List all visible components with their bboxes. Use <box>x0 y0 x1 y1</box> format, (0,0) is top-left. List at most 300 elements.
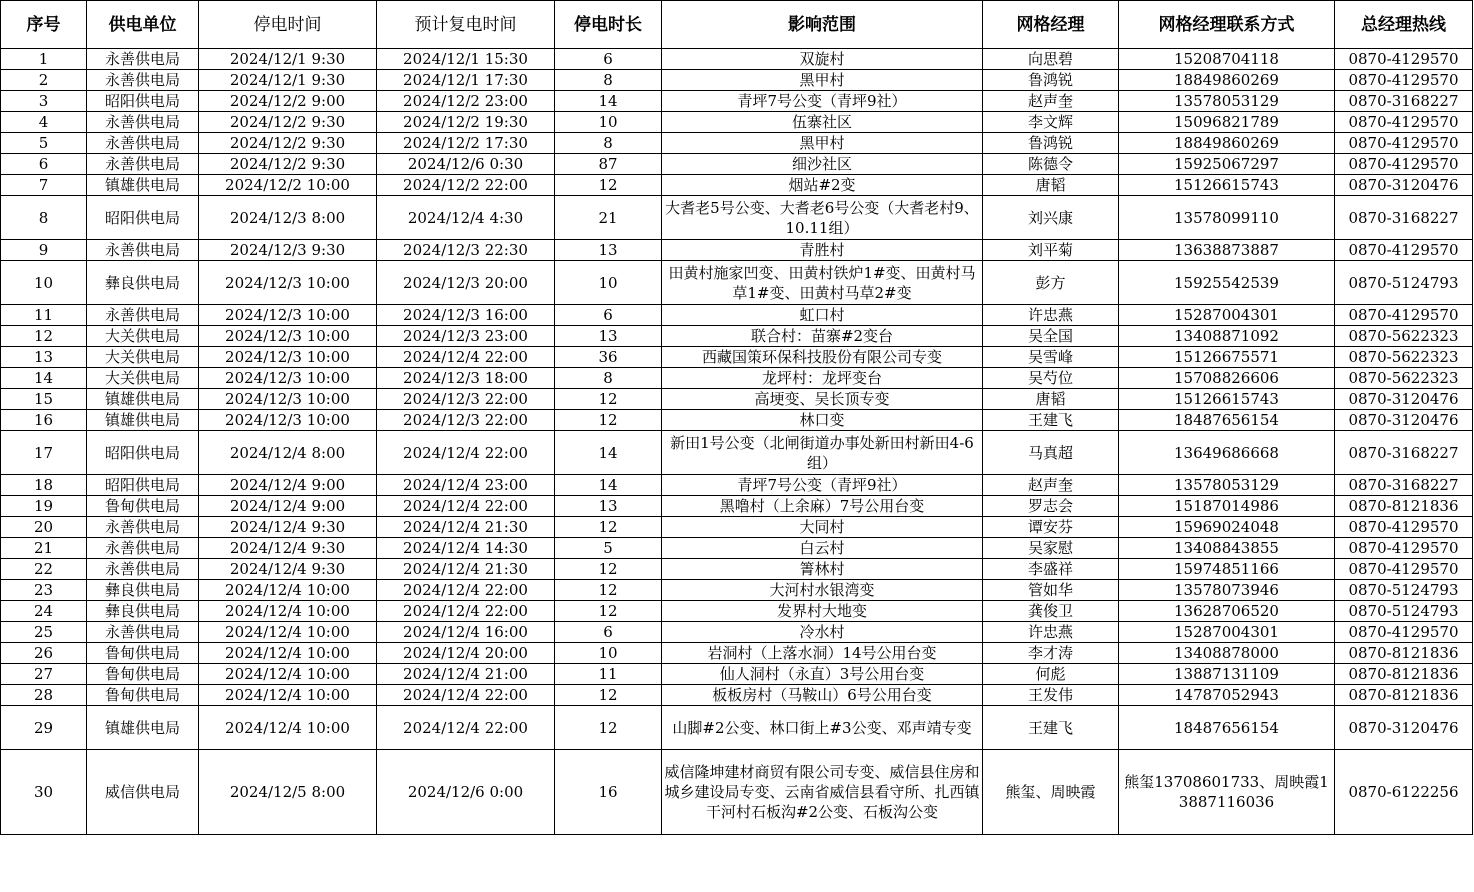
cell-restore-time: 2024/12/3 22:30 <box>377 240 555 261</box>
cell-manager-contact: 13578053129 <box>1119 91 1335 112</box>
cell-manager: 王发伟 <box>983 685 1119 706</box>
cell-manager-contact: 15708826606 <box>1119 368 1335 389</box>
cell-duration: 87 <box>555 154 662 175</box>
cell-hotline: 0870-4129570 <box>1335 240 1473 261</box>
cell-outage-time: 2024/12/2 10:00 <box>199 175 377 196</box>
cell-duration: 36 <box>555 347 662 368</box>
cell-manager-contact: 13578099110 <box>1119 196 1335 240</box>
cell-supplier: 鲁甸供电局 <box>87 664 199 685</box>
cell-restore-time: 2024/12/4 22:00 <box>377 431 555 475</box>
cell-hotline: 0870-5622323 <box>1335 326 1473 347</box>
cell-duration: 6 <box>555 49 662 70</box>
cell-index: 8 <box>1 196 87 240</box>
cell-manager: 鲁鸿锐 <box>983 133 1119 154</box>
table-row <box>1 368 1473 389</box>
cell-duration: 12 <box>555 410 662 431</box>
cell-manager: 许忠燕 <box>983 305 1119 326</box>
cell-index: 30 <box>1 750 87 835</box>
cell-manager: 吴雪峰 <box>983 347 1119 368</box>
cell-duration: 12 <box>555 389 662 410</box>
cell-hotline: 0870-3168227 <box>1335 196 1473 240</box>
cell-hotline: 0870-4129570 <box>1335 538 1473 559</box>
cell-scope: 冷水村 <box>662 622 983 643</box>
cell-hotline: 0870-4129570 <box>1335 517 1473 538</box>
cell-scope: 虹口村 <box>662 305 983 326</box>
cell-manager: 吴全国 <box>983 326 1119 347</box>
cell-outage-time: 2024/12/3 10:00 <box>199 261 377 305</box>
cell-hotline: 0870-4129570 <box>1335 49 1473 70</box>
cell-outage-time: 2024/12/3 9:30 <box>199 240 377 261</box>
cell-supplier: 彝良供电局 <box>87 580 199 601</box>
cell-hotline: 0870-4129570 <box>1335 154 1473 175</box>
cell-outage-time: 2024/12/2 9:30 <box>199 133 377 154</box>
cell-hotline: 0870-8121836 <box>1335 664 1473 685</box>
cell-index: 25 <box>1 622 87 643</box>
table-row <box>1 261 1473 305</box>
cell-index: 28 <box>1 685 87 706</box>
cell-hotline: 0870-3168227 <box>1335 431 1473 475</box>
cell-duration: 13 <box>555 496 662 517</box>
cell-scope: 烟站#2变 <box>662 175 983 196</box>
cell-scope: 细沙社区 <box>662 154 983 175</box>
cell-supplier: 大关供电局 <box>87 326 199 347</box>
cell-outage-time: 2024/12/4 10:00 <box>199 643 377 664</box>
cell-restore-time: 2024/12/3 22:00 <box>377 389 555 410</box>
cell-restore-time: 2024/12/1 15:30 <box>377 49 555 70</box>
cell-duration: 12 <box>555 601 662 622</box>
table-row <box>1 112 1473 133</box>
cell-supplier: 永善供电局 <box>87 240 199 261</box>
cell-duration: 10 <box>555 643 662 664</box>
cell-index: 16 <box>1 410 87 431</box>
cell-index: 29 <box>1 706 87 750</box>
cell-restore-time: 2024/12/4 21:00 <box>377 664 555 685</box>
cell-supplier: 大关供电局 <box>87 347 199 368</box>
cell-scope: 板板房村（马鞍山）6号公用台变 <box>662 685 983 706</box>
cell-hotline: 0870-5124793 <box>1335 580 1473 601</box>
cell-hotline: 0870-8121836 <box>1335 496 1473 517</box>
cell-outage-time: 2024/12/4 10:00 <box>199 706 377 750</box>
cell-hotline: 0870-5124793 <box>1335 261 1473 305</box>
cell-manager-contact: 15096821789 <box>1119 112 1335 133</box>
cell-manager: 马真超 <box>983 431 1119 475</box>
cell-duration: 13 <box>555 326 662 347</box>
cell-manager: 龚俊卫 <box>983 601 1119 622</box>
cell-manager: 李才涛 <box>983 643 1119 664</box>
cell-index: 6 <box>1 154 87 175</box>
cell-supplier: 昭阳供电局 <box>87 475 199 496</box>
cell-outage-time: 2024/12/3 10:00 <box>199 347 377 368</box>
cell-manager-contact: 13887131109 <box>1119 664 1335 685</box>
cell-restore-time: 2024/12/4 22:00 <box>377 706 555 750</box>
cell-manager-contact: 18487656154 <box>1119 410 1335 431</box>
cell-scope: 仙人洞村（永直）3号公用台变 <box>662 664 983 685</box>
cell-hotline: 0870-3120476 <box>1335 410 1473 431</box>
cell-scope: 白云村 <box>662 538 983 559</box>
cell-hotline: 0870-3168227 <box>1335 91 1473 112</box>
cell-hotline: 0870-8121836 <box>1335 685 1473 706</box>
cell-manager-contact: 13638873887 <box>1119 240 1335 261</box>
cell-duration: 6 <box>555 622 662 643</box>
cell-supplier: 镇雄供电局 <box>87 389 199 410</box>
cell-manager-contact: 15287004301 <box>1119 622 1335 643</box>
table-row <box>1 750 1473 835</box>
cell-duration: 12 <box>555 559 662 580</box>
cell-supplier: 威信供电局 <box>87 750 199 835</box>
cell-index: 15 <box>1 389 87 410</box>
cell-duration: 12 <box>555 706 662 750</box>
cell-supplier: 鲁甸供电局 <box>87 496 199 517</box>
table-row <box>1 580 1473 601</box>
cell-manager: 王建飞 <box>983 410 1119 431</box>
cell-restore-time: 2024/12/4 22:00 <box>377 580 555 601</box>
cell-manager: 管如华 <box>983 580 1119 601</box>
cell-manager-contact: 13408871092 <box>1119 326 1335 347</box>
cell-scope: 双旋村 <box>662 49 983 70</box>
cell-supplier: 永善供电局 <box>87 517 199 538</box>
cell-duration: 12 <box>555 580 662 601</box>
table-row <box>1 240 1473 261</box>
cell-supplier: 永善供电局 <box>87 154 199 175</box>
cell-manager-contact: 熊玺13708601733、周映霞13887116036 <box>1119 750 1335 835</box>
cell-outage-time: 2024/12/3 10:00 <box>199 326 377 347</box>
table-row <box>1 49 1473 70</box>
table-row <box>1 517 1473 538</box>
cell-manager-contact: 18487656154 <box>1119 706 1335 750</box>
cell-duration: 10 <box>555 112 662 133</box>
table-row <box>1 559 1473 580</box>
cell-manager: 吴家慰 <box>983 538 1119 559</box>
table-row <box>1 175 1473 196</box>
cell-scope: 大同村 <box>662 517 983 538</box>
header-hotline: 总经理热线 <box>1335 1 1473 49</box>
cell-manager: 李文辉 <box>983 112 1119 133</box>
cell-restore-time: 2024/12/4 22:00 <box>377 496 555 517</box>
cell-index: 24 <box>1 601 87 622</box>
table-row <box>1 410 1473 431</box>
cell-index: 22 <box>1 559 87 580</box>
cell-outage-time: 2024/12/5 8:00 <box>199 750 377 835</box>
cell-outage-time: 2024/12/3 8:00 <box>199 196 377 240</box>
cell-outage-time: 2024/12/3 10:00 <box>199 410 377 431</box>
cell-manager-contact: 15287004301 <box>1119 305 1335 326</box>
cell-scope: 发界村大地变 <box>662 601 983 622</box>
cell-hotline: 0870-3120476 <box>1335 706 1473 750</box>
cell-duration: 14 <box>555 431 662 475</box>
cell-duration: 5 <box>555 538 662 559</box>
header-row <box>1 1 1473 49</box>
cell-index: 27 <box>1 664 87 685</box>
cell-scope: 大耆老5号公变、大耆老6号公变（大耆老村9、10.11组） <box>662 196 983 240</box>
table-row <box>1 538 1473 559</box>
cell-manager-contact: 15187014986 <box>1119 496 1335 517</box>
table-row <box>1 475 1473 496</box>
table-row <box>1 643 1473 664</box>
cell-outage-time: 2024/12/1 9:30 <box>199 49 377 70</box>
cell-hotline: 0870-5622323 <box>1335 347 1473 368</box>
header-manager-contact: 网格经理联系方式 <box>1119 1 1335 49</box>
cell-outage-time: 2024/12/2 9:30 <box>199 154 377 175</box>
cell-restore-time: 2024/12/2 19:30 <box>377 112 555 133</box>
cell-restore-time: 2024/12/6 0:00 <box>377 750 555 835</box>
table-row <box>1 305 1473 326</box>
cell-scope: 黑噜村（上余麻）7号公用台变 <box>662 496 983 517</box>
cell-outage-time: 2024/12/2 9:30 <box>199 112 377 133</box>
cell-restore-time: 2024/12/2 23:00 <box>377 91 555 112</box>
cell-supplier: 永善供电局 <box>87 70 199 91</box>
cell-duration: 14 <box>555 475 662 496</box>
cell-outage-time: 2024/12/4 10:00 <box>199 580 377 601</box>
table-row <box>1 431 1473 475</box>
cell-supplier: 镇雄供电局 <box>87 410 199 431</box>
cell-outage-time: 2024/12/4 9:30 <box>199 559 377 580</box>
cell-index: 19 <box>1 496 87 517</box>
cell-supplier: 彝良供电局 <box>87 261 199 305</box>
cell-index: 26 <box>1 643 87 664</box>
cell-index: 2 <box>1 70 87 91</box>
header-outage-time: 停电时间 <box>199 1 377 49</box>
cell-hotline: 0870-3120476 <box>1335 389 1473 410</box>
cell-scope: 大河村水银湾变 <box>662 580 983 601</box>
cell-outage-time: 2024/12/4 10:00 <box>199 664 377 685</box>
cell-hotline: 0870-5622323 <box>1335 368 1473 389</box>
cell-manager-contact: 13408843855 <box>1119 538 1335 559</box>
cell-scope: 新田1号公变（北闸街道办事处新田村新田4-6组） <box>662 431 983 475</box>
cell-hotline: 0870-4129570 <box>1335 70 1473 91</box>
header-duration: 停电时长 <box>555 1 662 49</box>
cell-supplier: 永善供电局 <box>87 538 199 559</box>
cell-manager-contact: 14787052943 <box>1119 685 1335 706</box>
cell-duration: 6 <box>555 305 662 326</box>
cell-restore-time: 2024/12/4 22:00 <box>377 685 555 706</box>
header-index: 序号 <box>1 1 87 49</box>
cell-restore-time: 2024/12/2 22:00 <box>377 175 555 196</box>
cell-hotline: 0870-4129570 <box>1335 622 1473 643</box>
cell-hotline: 0870-3168227 <box>1335 475 1473 496</box>
cell-manager-contact: 13649686668 <box>1119 431 1335 475</box>
header-scope: 影响范围 <box>662 1 983 49</box>
cell-manager: 刘兴康 <box>983 196 1119 240</box>
cell-outage-time: 2024/12/4 9:30 <box>199 517 377 538</box>
cell-index: 21 <box>1 538 87 559</box>
cell-restore-time: 2024/12/4 16:00 <box>377 622 555 643</box>
header-restore-time: 预计复电时间 <box>377 1 555 49</box>
cell-manager: 何彪 <box>983 664 1119 685</box>
cell-scope: 岩洞村（上落水洞）14号公用台变 <box>662 643 983 664</box>
cell-scope: 伍寨社区 <box>662 112 983 133</box>
cell-supplier: 永善供电局 <box>87 112 199 133</box>
table-row <box>1 133 1473 154</box>
cell-scope: 龙坪村：龙坪变台 <box>662 368 983 389</box>
table-row <box>1 196 1473 240</box>
cell-restore-time: 2024/12/3 16:00 <box>377 305 555 326</box>
cell-scope: 田黄村施家凹变、田黄村铁炉1#变、田黄村马草1#变、田黄村马草2#变 <box>662 261 983 305</box>
cell-manager: 谭安芬 <box>983 517 1119 538</box>
cell-outage-time: 2024/12/4 10:00 <box>199 601 377 622</box>
cell-duration: 13 <box>555 240 662 261</box>
cell-supplier: 永善供电局 <box>87 305 199 326</box>
cell-outage-time: 2024/12/4 9:00 <box>199 475 377 496</box>
cell-scope: 青胜村 <box>662 240 983 261</box>
cell-duration: 12 <box>555 517 662 538</box>
cell-index: 10 <box>1 261 87 305</box>
cell-outage-time: 2024/12/2 9:00 <box>199 91 377 112</box>
cell-hotline: 0870-5124793 <box>1335 601 1473 622</box>
cell-restore-time: 2024/12/6 0:30 <box>377 154 555 175</box>
cell-restore-time: 2024/12/4 14:30 <box>377 538 555 559</box>
cell-index: 23 <box>1 580 87 601</box>
cell-manager-contact: 15925067297 <box>1119 154 1335 175</box>
cell-manager-contact: 13408878000 <box>1119 643 1335 664</box>
cell-supplier: 鲁甸供电局 <box>87 643 199 664</box>
cell-hotline: 0870-4129570 <box>1335 305 1473 326</box>
cell-manager-contact: 15208704118 <box>1119 49 1335 70</box>
cell-outage-time: 2024/12/3 10:00 <box>199 389 377 410</box>
cell-scope: 联合村：苗寨#2变台 <box>662 326 983 347</box>
cell-manager: 唐韬 <box>983 175 1119 196</box>
cell-duration: 16 <box>555 750 662 835</box>
cell-outage-time: 2024/12/3 10:00 <box>199 305 377 326</box>
cell-hotline: 0870-8121836 <box>1335 643 1473 664</box>
cell-scope: 西藏国策环保科技股份有限公司专变 <box>662 347 983 368</box>
cell-scope: 黑甲村 <box>662 133 983 154</box>
table-row <box>1 91 1473 112</box>
cell-index: 17 <box>1 431 87 475</box>
cell-manager: 彭方 <box>983 261 1119 305</box>
cell-manager: 鲁鸿锐 <box>983 70 1119 91</box>
cell-manager-contact: 18849860269 <box>1119 70 1335 91</box>
table-row <box>1 601 1473 622</box>
cell-duration: 14 <box>555 91 662 112</box>
table-row <box>1 685 1473 706</box>
cell-scope: 青坪7号公变（青坪9社） <box>662 475 983 496</box>
cell-index: 9 <box>1 240 87 261</box>
cell-duration: 12 <box>555 685 662 706</box>
table-row <box>1 389 1473 410</box>
cell-manager-contact: 15126675571 <box>1119 347 1335 368</box>
cell-hotline: 0870-4129570 <box>1335 133 1473 154</box>
cell-restore-time: 2024/12/3 23:00 <box>377 326 555 347</box>
cell-outage-time: 2024/12/1 9:30 <box>199 70 377 91</box>
cell-supplier: 永善供电局 <box>87 49 199 70</box>
cell-manager-contact: 15925542539 <box>1119 261 1335 305</box>
cell-manager-contact: 15126615743 <box>1119 389 1335 410</box>
cell-supplier: 大关供电局 <box>87 368 199 389</box>
cell-restore-time: 2024/12/4 4:30 <box>377 196 555 240</box>
cell-outage-time: 2024/12/4 9:30 <box>199 538 377 559</box>
cell-supplier: 永善供电局 <box>87 622 199 643</box>
cell-duration: 8 <box>555 368 662 389</box>
cell-scope: 林口变 <box>662 410 983 431</box>
cell-manager: 王建飞 <box>983 706 1119 750</box>
table-body <box>1 49 1473 835</box>
cell-index: 3 <box>1 91 87 112</box>
cell-manager: 许忠燕 <box>983 622 1119 643</box>
cell-manager-contact: 15969024048 <box>1119 517 1335 538</box>
cell-manager: 向思碧 <box>983 49 1119 70</box>
table-row <box>1 706 1473 750</box>
cell-duration: 8 <box>555 133 662 154</box>
cell-duration: 12 <box>555 175 662 196</box>
cell-scope: 箐林村 <box>662 559 983 580</box>
cell-index: 12 <box>1 326 87 347</box>
cell-restore-time: 2024/12/4 22:00 <box>377 347 555 368</box>
cell-supplier: 镇雄供电局 <box>87 175 199 196</box>
cell-duration: 11 <box>555 664 662 685</box>
cell-manager-contact: 13578053129 <box>1119 475 1335 496</box>
cell-supplier: 昭阳供电局 <box>87 196 199 240</box>
cell-supplier: 永善供电局 <box>87 133 199 154</box>
cell-index: 18 <box>1 475 87 496</box>
cell-restore-time: 2024/12/4 22:00 <box>377 601 555 622</box>
cell-supplier: 镇雄供电局 <box>87 706 199 750</box>
cell-index: 1 <box>1 49 87 70</box>
cell-manager: 刘平菊 <box>983 240 1119 261</box>
cell-supplier: 鲁甸供电局 <box>87 685 199 706</box>
cell-restore-time: 2024/12/3 18:00 <box>377 368 555 389</box>
table-row <box>1 496 1473 517</box>
cell-index: 11 <box>1 305 87 326</box>
cell-outage-time: 2024/12/4 9:00 <box>199 496 377 517</box>
cell-index: 14 <box>1 368 87 389</box>
cell-restore-time: 2024/12/3 20:00 <box>377 261 555 305</box>
cell-scope: 山脚#2公变、林口街上#3公变、邓声靖专变 <box>662 706 983 750</box>
cell-restore-time: 2024/12/4 21:30 <box>377 559 555 580</box>
cell-index: 20 <box>1 517 87 538</box>
cell-manager-contact: 15974851166 <box>1119 559 1335 580</box>
cell-manager-contact: 13628706520 <box>1119 601 1335 622</box>
cell-duration: 10 <box>555 261 662 305</box>
cell-manager: 熊玺、周映霞 <box>983 750 1119 835</box>
cell-manager-contact: 13578073946 <box>1119 580 1335 601</box>
table-row <box>1 154 1473 175</box>
cell-manager: 罗志会 <box>983 496 1119 517</box>
cell-manager: 唐韬 <box>983 389 1119 410</box>
cell-index: 7 <box>1 175 87 196</box>
cell-restore-time: 2024/12/1 17:30 <box>377 70 555 91</box>
header-supplier: 供电单位 <box>87 1 199 49</box>
table-row <box>1 70 1473 91</box>
cell-supplier: 昭阳供电局 <box>87 431 199 475</box>
cell-manager: 陈德令 <box>983 154 1119 175</box>
cell-supplier: 彝良供电局 <box>87 601 199 622</box>
table-row <box>1 326 1473 347</box>
cell-manager: 吴芍位 <box>983 368 1119 389</box>
cell-hotline: 0870-6122256 <box>1335 750 1473 835</box>
cell-outage-time: 2024/12/4 10:00 <box>199 685 377 706</box>
cell-index: 4 <box>1 112 87 133</box>
cell-supplier: 永善供电局 <box>87 559 199 580</box>
cell-restore-time: 2024/12/2 17:30 <box>377 133 555 154</box>
cell-manager: 赵声奎 <box>983 91 1119 112</box>
header-manager: 网格经理 <box>983 1 1119 49</box>
cell-outage-time: 2024/12/3 10:00 <box>199 368 377 389</box>
cell-duration: 8 <box>555 70 662 91</box>
cell-scope: 青坪7号公变（青坪9社） <box>662 91 983 112</box>
cell-supplier: 昭阳供电局 <box>87 91 199 112</box>
cell-scope: 威信隆坤建材商贸有限公司专变、威信县住房和城乡建设局专变、云南省威信县看守所、扎西镇干河村石板沟#2公变、石板沟公变 <box>662 750 983 835</box>
cell-scope: 黑甲村 <box>662 70 983 91</box>
cell-scope: 高埂变、吴长顶专变 <box>662 389 983 410</box>
cell-hotline: 0870-4129570 <box>1335 112 1473 133</box>
cell-restore-time: 2024/12/4 20:00 <box>377 643 555 664</box>
cell-index: 5 <box>1 133 87 154</box>
cell-outage-time: 2024/12/4 8:00 <box>199 431 377 475</box>
cell-index: 13 <box>1 347 87 368</box>
cell-restore-time: 2024/12/4 21:30 <box>377 517 555 538</box>
cell-hotline: 0870-4129570 <box>1335 559 1473 580</box>
cell-manager: 李盛祥 <box>983 559 1119 580</box>
